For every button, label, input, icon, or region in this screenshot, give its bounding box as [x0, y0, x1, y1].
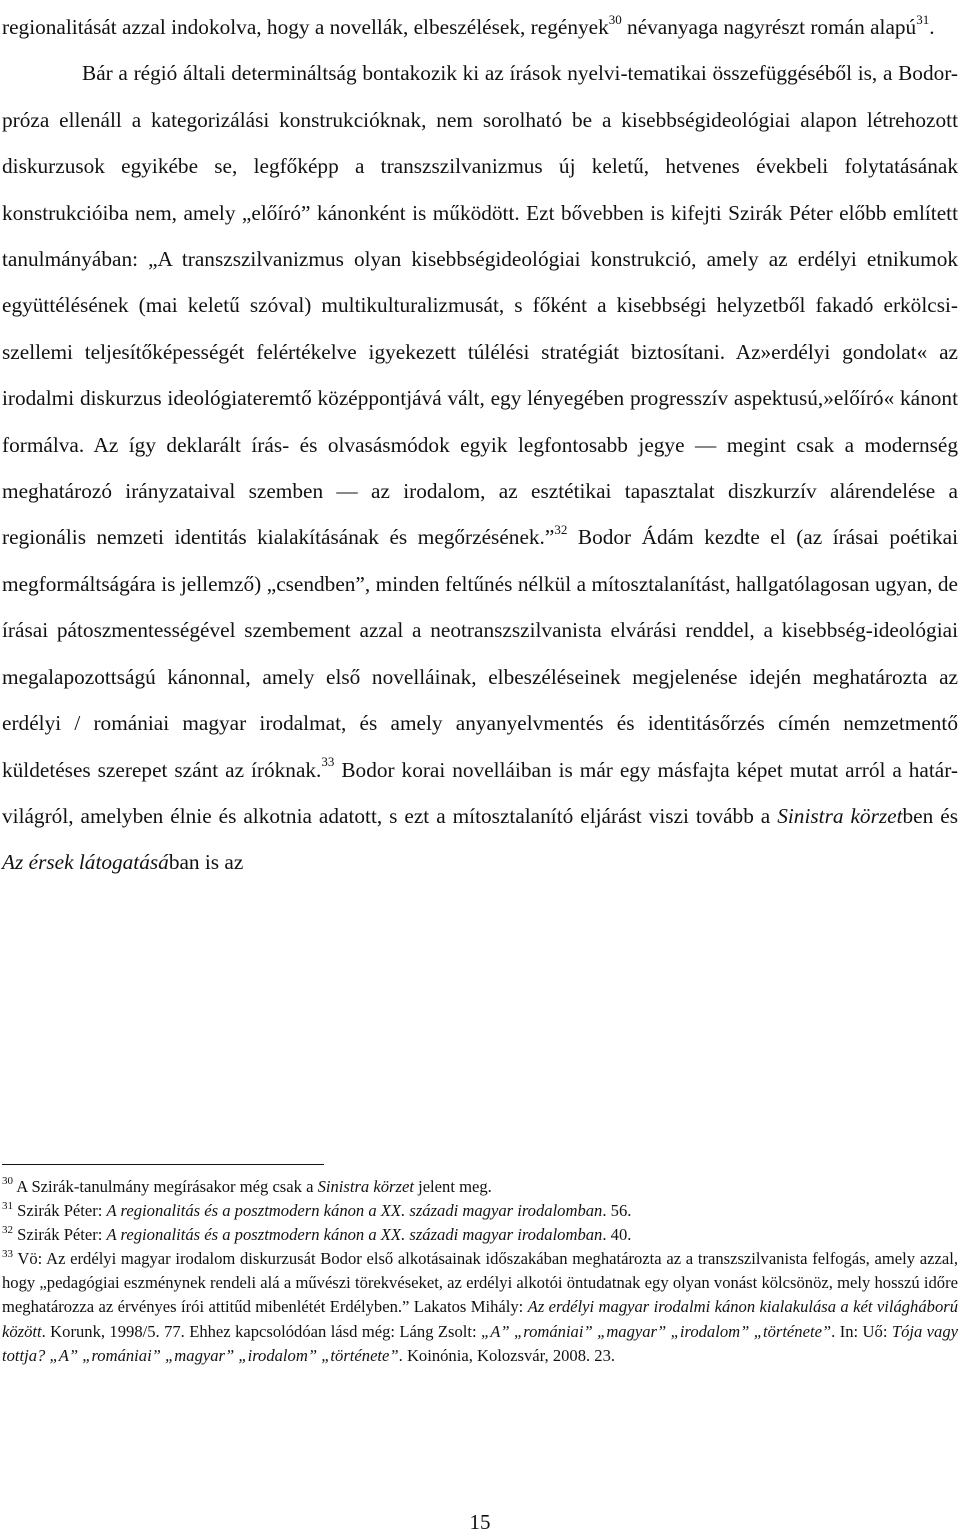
- footnotes: [2, 1175, 958, 1368]
- work-title: Az érsek látogatásá: [2, 850, 169, 875]
- footnote-33: $^{33}$ Vö: Az erdélyi magyar irodalom diskurzusát Bodor első alkotásainak időszakában meghatározta az a transzszilvanista felfogás, amely azzal, hogy „pedagógiai eszménynek rendeli alá a művészi törekvéseket, az erdélyi alkotói öntudatnak egy olyan vonást kölcsönöz, mely hosszú időre meghatározza az érvényes írói attitűd mibenlétét Erdélyben.” Lakatos Mihály: Az erdélyi magyar irodalmi kánon kialakulása a két világháború között. Korunk, 1998/5. 77. Ehhez kapcsolódóan lásd még: Láng Zsolt: „A” „romániai” „magyar” „irodalom” „története”. In: Uő: Tója vagy tottja? „A” „romániai” „magyar” „irodalom” „története”. Koinónia, Kolozsvár, 2008. 23.: [2, 1247, 958, 1365]
- page-number: 15: [469, 1510, 491, 1534]
- footnote-32: $^{32}$ Szirák Péter: A regionalitás és a posztmodern kánon a XX. századi magyar irodalomban. 40.: [2, 1223, 632, 1245]
- footnote-ref-33[interactable]: 33: [321, 754, 335, 770]
- footnote-ref-30[interactable]: 30: [608, 11, 622, 27]
- footnote-separator: [2, 1164, 324, 1165]
- footnote-ref-32[interactable]: 32: [554, 522, 568, 538]
- footnote-31: $^{31}$ Szirák Péter: A regionalitás és a posztmodern kánon a XX. századi magyar irodalomban. 56.: [2, 1199, 632, 1221]
- work-title: Sinistra körzet: [777, 803, 903, 828]
- paragraph-main: Bár a régió általi determináltság bontakozik ki az írások nyelvi-tematikai összefüggéséből is, a Bodor-próza ellenáll a kategorizálási konstrukcióknak, nem sorolható be a kisebbségideológiai alapon létrehozott diskurzusok egyikébe se, legfőképp a transzszilvanizmus új keletű, hetvenes évekbeli folytatásának konstrukcióiba nem, amely „előíró” kánonként is működött. Ezt bővebben is kifejti Szirák Péter előbb említett tanulmányában: „A transzszilvanizmus olyan kisebbségideológiai konstrukció, amely az erdélyi etnikumok együttélésének (mai keletű szóval) multikulturalizmusát, s főként a kisebbségi helyzetből fakadó erkölcsi-szellemi teljesítőképességét felértékelve igyekezett túlélési stratégiát biztosítani. Az»erdélyi gondolat« az irodalmi diskurzus ideológiateremtő középpontjává vált, egy lényegében progresszív aspektusú,»előíró« kánont formálva. Az így deklarált írás- és olvasásmódok egyik legfontosabb jegye — megint csak a modernség meghatározó irányzataival szemben — az irodalom, az esztétikai tapasztalat diszkurzív alárendelése a regionális nemzeti identitás kialakításának és megőrzésének.”$^{32}$ Bodor Ádám kezdte el (az írásai poétikai megformáltságára is jellemző) „csendben”, minden feltűnés nélkül a mítosztalanítást, hallgatólagosan ugyan, de írásai pátoszmentességével szembement azzal a neotranszszilvanista elvárási renddel, a kisebbség-ideológiai megalapozottságú kánonnal, amely első novelláinak, elbeszéléseinek megjelenése idején meghatározta az erdélyi / romániai magyar irodalmat, és amely anyanyelvmentés és identitásőrzés címén nemzetmentő küldetéses szerepet szánt az íróknak.$^{33}$ Bodor korai novelláiban is már egy másfajta képet mutat arról a határ-világról, amelyben élnie és alkotnia adatott, s ezt a mítosztalanító eljárást viszi tovább a Sinistra körzetben és Az érsek látogatásában is az: [2, 61, 958, 875]
- footnote-ref-31[interactable]: 31: [916, 11, 930, 27]
- body-text: [2, 4, 958, 886]
- paragraph-continuation: regionalitását azzal indokolva, hogy a novellák, elbeszélések, regények$^{30}$ névanyaga nagyrészt román alapú$^{31}$.: [2, 11, 935, 39]
- footnote-30: $^{30}$ A Szirák-tanulmány megírásakor még csak a Sinistra körzet jelent meg.: [2, 1175, 492, 1196]
